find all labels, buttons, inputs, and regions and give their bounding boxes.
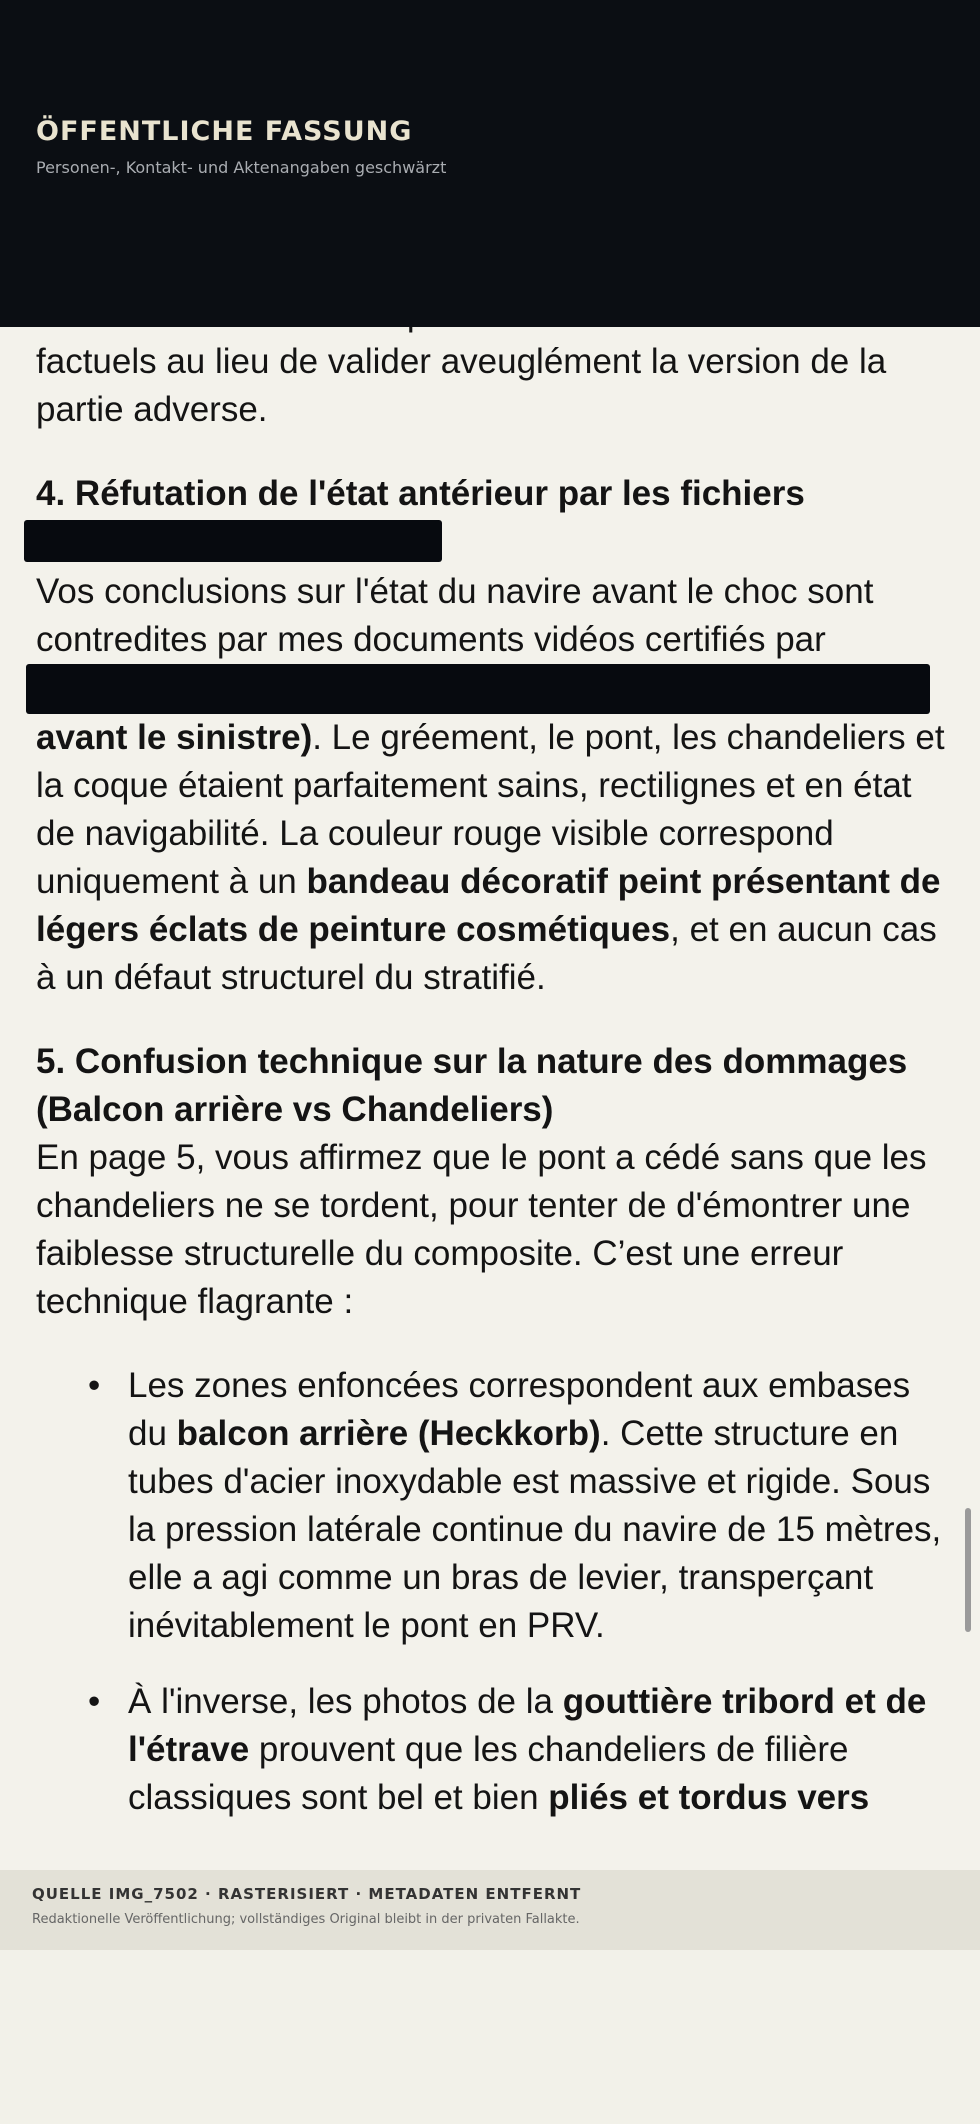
header-banner xyxy=(0,0,980,327)
text-run: À l'inverse, les photos de la xyxy=(128,1682,563,1721)
section5-paragraph: En page 5, vous affirmez que le pont a cédé sans que les chandeliers ne se tordent, pour tenter de d'émontrer une faiblesse structurelle du composite. C’est une erreur technique flagrante : xyxy=(36,1138,927,1321)
redaction-bar xyxy=(24,520,442,562)
text-run: . Cette structure en tubes d'acier inoxydable est massive et rigide. Sous la pression latérale continue du navire de 15 mètres, elle a agi comme un bras de levier, transperçant inévitablement le pont en PRV. xyxy=(128,1414,942,1645)
page-background xyxy=(0,1950,980,2124)
text-run: . Le gréement, le pont, les chandeliers et la coque étaient parfaitement sains, rectilignes et en état de navigabilité. La couleur rouge visible correspond uniquement à un xyxy=(36,718,945,901)
section4-paragraph-2 xyxy=(36,714,956,1002)
header-subtitle: Personen-, Kontakt- und Aktenangaben geschwärzt xyxy=(36,158,447,177)
list-item xyxy=(36,1362,956,1650)
footer-title: QUELLE IMG_7502 · RASTERISIERT · METADATEN ENTFERNT xyxy=(32,1885,582,1903)
bold-phrase: avant le sinistre) xyxy=(36,718,313,757)
bold-phrase: bandeau décoratif peint présentant de légers éclats de peinture cosmétiques xyxy=(36,862,941,949)
section4-heading: 4. Réfutation de l'état antérieur par les fichiers xyxy=(36,474,805,513)
bold-phrase: gouttière tribord et de l'étrave xyxy=(128,1682,927,1769)
text-run: Les zones enfoncées correspondent aux embases du xyxy=(128,1366,911,1453)
bold-phrase: balcon arrière (Heckkorb) xyxy=(176,1414,601,1453)
list-item xyxy=(36,1678,956,1822)
section5-heading: 5. Confusion technique sur la nature des dommages (Balcon arrière vs Chandeliers) xyxy=(36,1042,908,1129)
intro-line: factuels au lieu de valider aveuglément la version de la xyxy=(36,342,887,381)
document-body xyxy=(36,290,956,1850)
text-run: prouvent que les chandeliers de filière classiques sont bel et bien xyxy=(128,1730,849,1817)
footer-subtitle: Redaktionelle Veröffentlichung; vollständiges Original bleibt in der privaten Fallakte. xyxy=(32,1912,580,1927)
intro-line: partie adverse. xyxy=(36,390,268,429)
section4-paragraph-1: Vos conclusions sur l'état du navire avant le choc sont contredites par mes documents vidéos certifiés par xyxy=(36,572,874,659)
header-title: ÖFFENTLICHE FASSUNG xyxy=(36,116,413,147)
bullet-marker: • xyxy=(88,1366,101,1405)
scrollbar-thumb[interactable] xyxy=(965,1508,971,1632)
bullet-list xyxy=(36,1362,956,1822)
redaction-bar xyxy=(26,664,930,714)
bold-phrase: pliés et tordus vers xyxy=(548,1778,870,1817)
bullet-marker: • xyxy=(88,1682,101,1721)
footer-banner xyxy=(0,1870,980,1950)
text-run: , et en aucun cas à un défaut structurel du stratifié. xyxy=(36,910,937,997)
